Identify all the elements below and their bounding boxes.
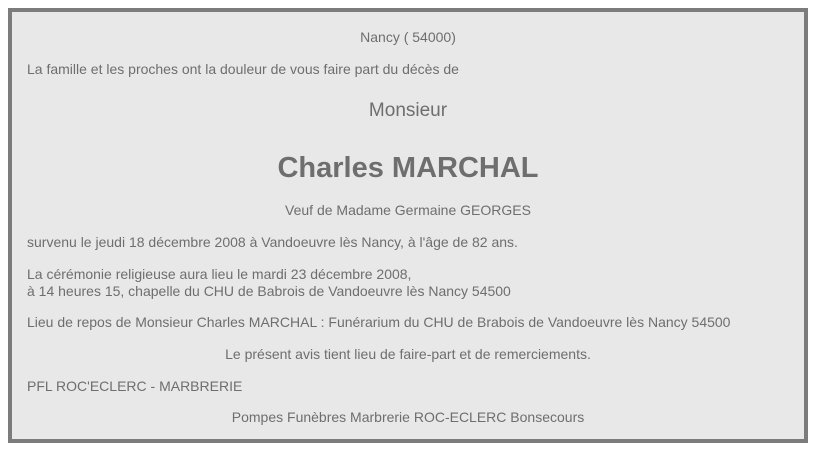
honorific: Monsieur (368, 100, 448, 121)
company-name: PFL ROC'ECLERC - MARBRERIE (27, 378, 243, 394)
acknowledgement: Le présent avis tient lieu de faire-part et de remerciements. (225, 346, 591, 362)
ceremony-line-1: La cérémonie religieuse aura lieu le mardi 23 décembre 2008, (27, 266, 412, 282)
ceremony-line-2: à 14 heures 15, chapelle du CHU de Babrois de Vandoeuvre lès Nancy 54500 (27, 283, 511, 299)
deceased-name: Charles MARCHAL (277, 152, 539, 184)
rest-place: Lieu de repos de Monsieur Charles MARCHAL : Funérarium du CHU de Brabois de Vandoeuvre lès Nancy 54500 (27, 314, 731, 330)
death-details: survenu le jeudi 18 décembre 2008 à Vandoeuvre lès Nancy, à l'âge de 82 ans. (27, 234, 518, 250)
location: Nancy ( 54000) (360, 29, 456, 45)
obituary-notice (8, 8, 808, 443)
intro-text: La famille et les proches ont la douleur de vous faire part du décès de (27, 61, 459, 77)
funeral-home: Pompes Funèbres Marbrerie ROC-ECLERC Bonsecours (231, 409, 585, 425)
spouse-line: Veuf de Madame Germaine GEORGES (285, 202, 531, 218)
